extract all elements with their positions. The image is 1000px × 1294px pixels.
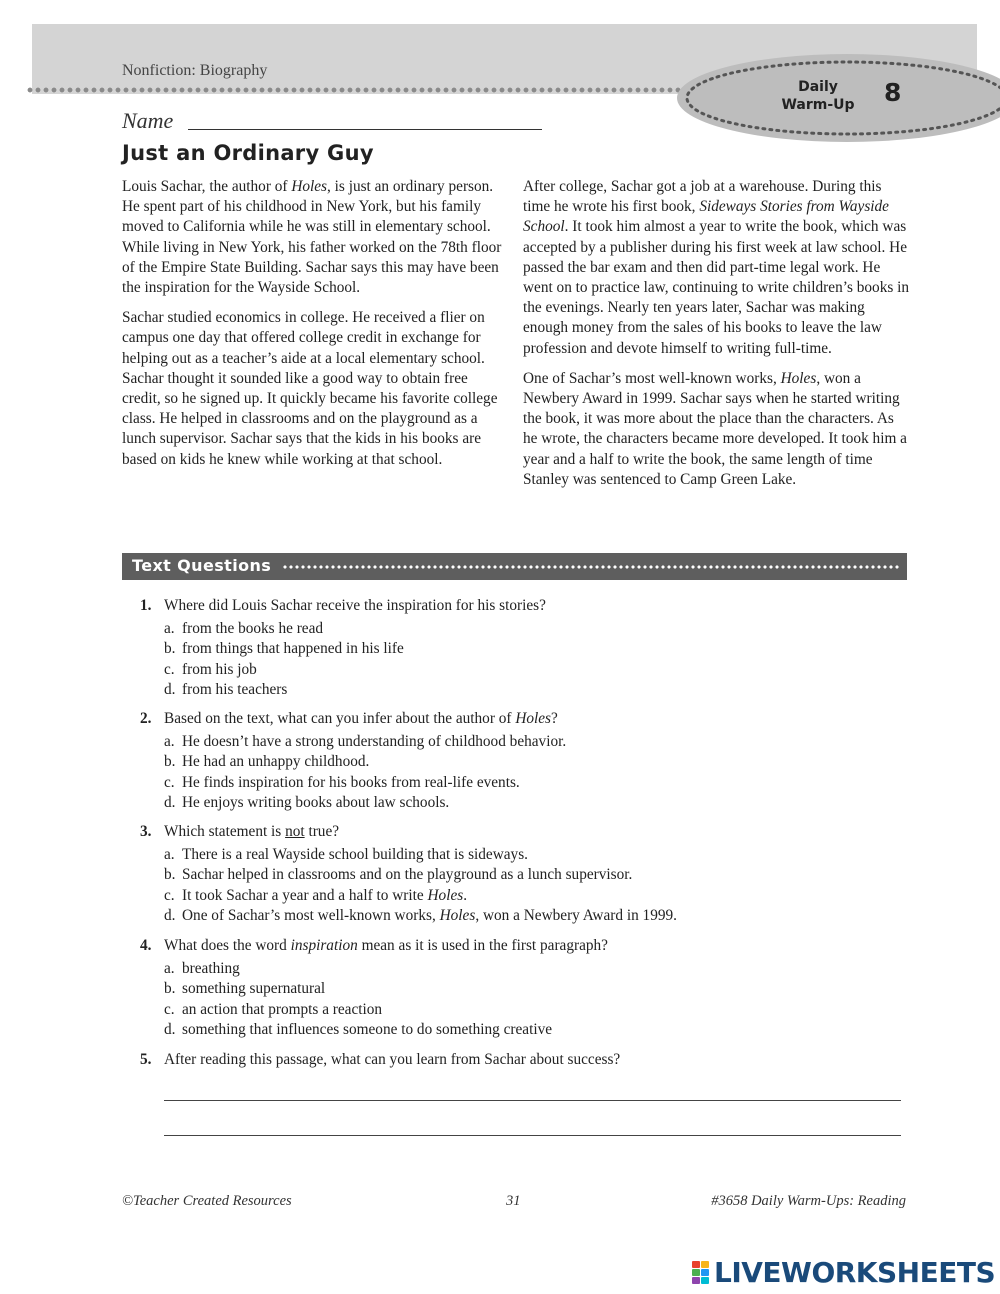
answer-option[interactable]	[164, 773, 910, 793]
question-number: 5.	[140, 1051, 152, 1068]
option-letter: d.	[164, 793, 176, 811]
answer-options	[140, 619, 910, 700]
option-text: something that influences someone to do something creative	[182, 1020, 553, 1038]
badge-number: 8	[884, 78, 902, 107]
page-title: Just an Ordinary Guy	[122, 141, 374, 165]
answer-option[interactable]	[164, 865, 910, 885]
answer-option[interactable]	[164, 979, 910, 999]
answer-line-1[interactable]	[164, 1100, 901, 1101]
answer-options	[140, 732, 910, 813]
question-number: 3.	[140, 823, 152, 840]
question-text: After reading this passage, what can you learn from Sachar about success?	[164, 1051, 621, 1068]
question-stem	[140, 936, 910, 956]
emphasis-text: Holes	[780, 369, 817, 387]
answer-option[interactable]	[164, 680, 910, 700]
passage-left-column	[122, 177, 506, 480]
answer-option[interactable]	[164, 1000, 910, 1020]
option-letter: a.	[164, 846, 175, 864]
option-text: He doesn’t have a strong understanding of childhood behavior.	[182, 733, 567, 751]
answer-option[interactable]	[164, 619, 910, 639]
passage-paragraph: After college, Sachar got a job at a warehouse. During this time he wrote his first book, Sideways Stories from Wayside School. It took him almost a year to write the book, which was accepted by a publisher during his first week at law school. He passed the bar exam and then did part-time legal work. He went on to practice law, continuing to write children’s books in the evenings. Nearly ten years later, Sachar was making enough money from the sales of his books to leave the law profession and devote himself to writing full-time.	[523, 178, 910, 357]
emphasis-text: inspiration	[290, 937, 358, 954]
answer-options	[140, 845, 910, 926]
answer-option[interactable]	[164, 660, 910, 680]
emphasis-text: Holes	[291, 178, 328, 195]
passage-paragraph: One of Sachar’s most well-known works, Holes, won a Newbery Award in 1999. Sachar says when he started writing the book, it was more about the place than the characters. As he wrote, the characters became more developed. It took him a year and a half to write the book, the same length of time Stanley was sentenced to Camp Green Lake.	[523, 369, 907, 488]
question-1	[140, 596, 910, 700]
question-3	[140, 822, 910, 926]
option-text: from things that happened in his life	[182, 640, 404, 658]
answer-option[interactable]	[164, 793, 910, 813]
answer-line-2[interactable]	[164, 1135, 901, 1136]
question-number: 4.	[140, 937, 152, 954]
option-text: from his job	[182, 660, 257, 678]
question-number: 2.	[140, 710, 152, 727]
option-text: It took Sachar a year and a half to write Holes.	[182, 886, 468, 904]
section-title: Text Questions	[132, 556, 272, 575]
name-input-line[interactable]	[188, 129, 542, 130]
logo-tile	[701, 1277, 709, 1284]
answer-option[interactable]	[164, 886, 910, 906]
option-letter: b.	[164, 866, 176, 884]
option-letter: b.	[164, 640, 176, 658]
badge-label	[768, 78, 868, 114]
option-letter: d.	[164, 906, 176, 924]
name-label: Name	[122, 108, 174, 133]
emphasis-text: not	[285, 823, 305, 840]
emphasis-text: Holes	[427, 886, 464, 904]
answer-option[interactable]	[164, 1020, 910, 1040]
question-2	[140, 709, 910, 813]
option-text: something supernatural	[182, 980, 326, 998]
option-text: Sachar helped in classrooms and on the playground as a lunch supervisor.	[182, 866, 633, 884]
question-4	[140, 936, 910, 1040]
question-stem	[140, 596, 910, 616]
badge-label-warm-up: Warm-Up	[781, 97, 855, 113]
header-dotted-rule	[26, 86, 686, 94]
question-stem	[140, 709, 910, 729]
option-letter: b.	[164, 753, 176, 771]
option-letter: a.	[164, 733, 175, 751]
badge-label-daily: Daily	[798, 79, 838, 95]
option-letter: a.	[164, 620, 175, 638]
question-text: Based on the text, what can you infer about the author of Holes?	[164, 710, 558, 727]
answer-option[interactable]	[164, 639, 910, 659]
question-stem	[140, 1050, 910, 1070]
liveworksheets-wordmark: LIVEWORKSHEETS	[714, 1256, 996, 1289]
option-letter: b.	[164, 980, 176, 998]
option-text: breathing	[182, 960, 240, 978]
answer-options	[140, 959, 910, 1040]
option-text: There is a real Wayside school building that is sideways.	[182, 846, 528, 864]
answer-option[interactable]	[164, 845, 910, 865]
option-letter: d.	[164, 680, 176, 698]
question-text: Where did Louis Sachar receive the inspiration for his stories?	[164, 597, 546, 614]
option-text: He had an unhappy childhood.	[182, 753, 370, 771]
passage-paragraph: Sachar studied economics in college. He received a flier on campus one day that offered college credit in exchange for helping out as a teacher’s aide at a local elementary school. Sachar thought it sounded like a good way to obtain free credit, so he signed up. It quickly became his favorite college class. He helped in classrooms and on the playground as a lunch supervisor. Sachar says that the kids in his books are based on kids he knew while working at that school.	[122, 309, 498, 468]
logo-tile	[692, 1277, 700, 1284]
answer-option[interactable]	[164, 906, 910, 926]
passage-paragraph: Louis Sachar, the author of Holes, is just an ordinary person. He spent part of his childhood in New York, but his family moved to California while he was still in elementary school. While living in New York, his father worked on the 78th floor of the Empire State Building. Sachar says this may have been the inspiration for the Wayside School.	[122, 178, 502, 297]
answer-option[interactable]	[164, 959, 910, 979]
text-questions-header	[122, 553, 907, 580]
logo-tile	[701, 1269, 709, 1276]
option-text: He enjoys writing books about law schools.	[182, 793, 450, 811]
question-text: What does the word inspiration mean as it is used in the first paragraph?	[164, 937, 608, 954]
liveworksheets-logo[interactable]	[692, 1256, 995, 1289]
option-letter: c.	[164, 1000, 175, 1018]
option-text: from the books he read	[182, 620, 324, 638]
option-letter: c.	[164, 886, 175, 904]
category-label: Nonfiction: Biography	[122, 62, 268, 79]
option-letter: d.	[164, 1020, 176, 1038]
question-5	[140, 1050, 910, 1073]
option-text: an action that prompts a reaction	[182, 1000, 383, 1018]
option-text: One of Sachar’s most well-known works, Holes, won a Newbery Award in 1999.	[182, 906, 677, 924]
option-letter: c.	[164, 773, 175, 791]
logo-tile	[692, 1261, 700, 1268]
option-text: from his teachers	[182, 680, 288, 698]
question-text: Which statement is not true?	[164, 823, 340, 840]
emphasis-text: Sideways Stories from Wayside School	[523, 198, 889, 236]
answer-option[interactable]	[164, 752, 910, 772]
logo-tile	[701, 1261, 709, 1268]
footer-page-number: 31	[506, 1193, 521, 1209]
question-stem	[140, 822, 910, 842]
question-number: 1.	[140, 597, 152, 614]
emphasis-text: Holes	[439, 906, 476, 924]
daily-warm-up-badge	[672, 48, 1000, 148]
option-text: He finds inspiration for his books from real-life events.	[182, 773, 520, 791]
liveworksheets-icon	[692, 1261, 710, 1285]
footer-book-title: #3658 Daily Warm-Ups: Reading	[711, 1193, 906, 1209]
option-letter: c.	[164, 660, 175, 678]
logo-tile	[692, 1269, 700, 1276]
section-dotted-rule	[282, 563, 899, 571]
emphasis-text: Holes	[515, 710, 552, 727]
option-letter: a.	[164, 960, 175, 978]
passage-right-column	[523, 177, 911, 500]
answer-option[interactable]	[164, 732, 910, 752]
footer-publisher: ©Teacher Created Resources	[122, 1193, 292, 1209]
